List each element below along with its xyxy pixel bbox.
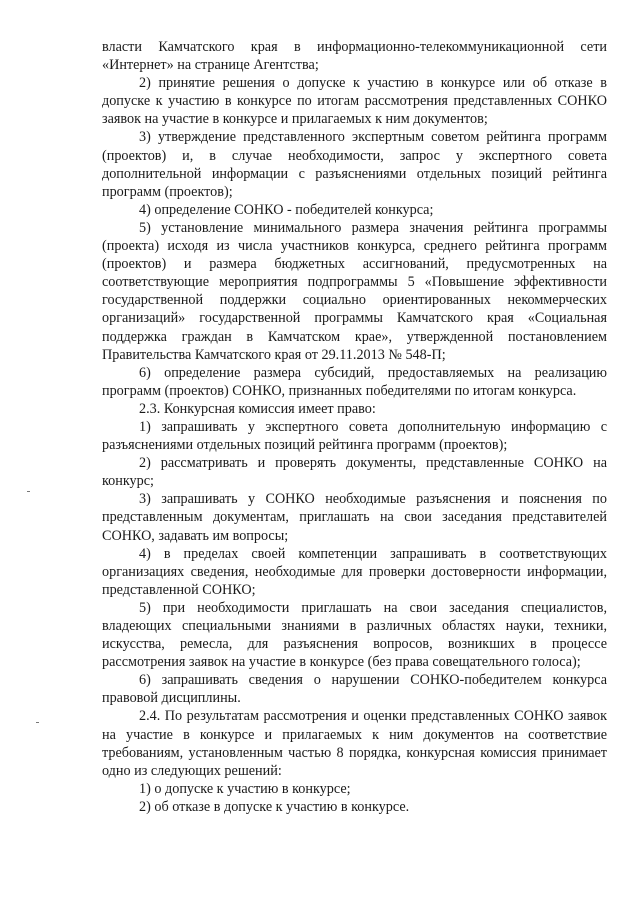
paragraph: 2) об отказе в допуске к участию в конкурсе.	[139, 798, 410, 815]
paragraph: 2) принятие решения о допуске к участию в конкурсе или об отказе в допуске к участию в конкурсе по итогам рассмотрения представленных СОНКО заявок на участие в конкурсе и прилагаемых к ним документов;	[102, 75, 607, 128]
paragraph: власти Камчатского края в информационно-телекоммуникационной сети «Интернет» на странице Агентства;	[102, 39, 607, 74]
paragraph: 4) определение СОНКО - победителей конкурса;	[139, 201, 434, 218]
scan-speck	[27, 491, 30, 492]
paragraph: 6) запрашивать сведения о нарушении СОНКО-победителем конкурса правовой дисциплины.	[102, 672, 607, 707]
section-heading: 2.3. Конкурсная комиссия имеет право:	[139, 400, 376, 417]
scan-speck	[36, 722, 39, 723]
paragraph: 4) в пределах своей компетенции запрашивать в соответствующих организациях сведения, необходимые для проверки достоверности информации, представленной СОНКО;	[102, 545, 607, 598]
paragraph: 5) установление минимального размера значения рейтинга программы (проекта) исходя из числа участников конкурса, среднего рейтинга программ (проектов) и размера бюджетных ассигнований, предусмотренных на соответствующие мероприятия подпрограммы 5 «Повышение эффективности государственной поддержки социально ориентированных некоммерческих организаций» государственной программы Камчатского края «Социальная поддержка граждан в Камчатском крае», утвержденной постановлением Правительства Камчатского края от 29.11.2013 № 548-П;	[102, 219, 607, 363]
paragraph: 1) о допуске к участию в конкурсе;	[139, 780, 351, 797]
paragraph: 3) запрашивать у СОНКО необходимые разъяснения и пояснения по представленным документам, приглашать на свои заседания представителей СОНКО, задавать им вопросы;	[102, 491, 607, 544]
paragraph: 5) при необходимости приглашать на свои заседания специалистов, владеющих специальными знаниями в различных областях науки, техники, искусства, ремесла, для разъяснения вопросов, возникших в процессе рассмотрения заявок на участие в конкурсе (без права совещательного голоса);	[102, 599, 607, 671]
paragraph: 6) определение размера субсидий, предоставляемых на реализацию программ (проектов) СОНКО, признанных победителями по итогам конкурса.	[102, 364, 607, 399]
paragraph: 1) запрашивать у экспертного совета дополнительную информацию с разъяснениями отдельных позиций рейтинга программ (проектов);	[102, 418, 607, 454]
document-body	[102, 38, 607, 816]
paragraph: 2) рассматривать и проверять документы, представленные СОНКО на конкурс;	[102, 455, 607, 490]
paragraph: 2.4. По результатам рассмотрения и оценки представленных СОНКО заявок на участие в конкурсе и прилагаемых к ним документов на соответствие требованиям, установленным частью 8 порядка, конкурсная комиссия принимает одно из следующих решений:	[102, 708, 607, 779]
paragraph: 3) утверждение представленного экспертным советом рейтинга программ (проектов) и, в случае необходимости, запрос у экспертного совета дополнительной информации с разъяснениями отдельных позиций рейтинга программ (проектов);	[102, 129, 607, 200]
